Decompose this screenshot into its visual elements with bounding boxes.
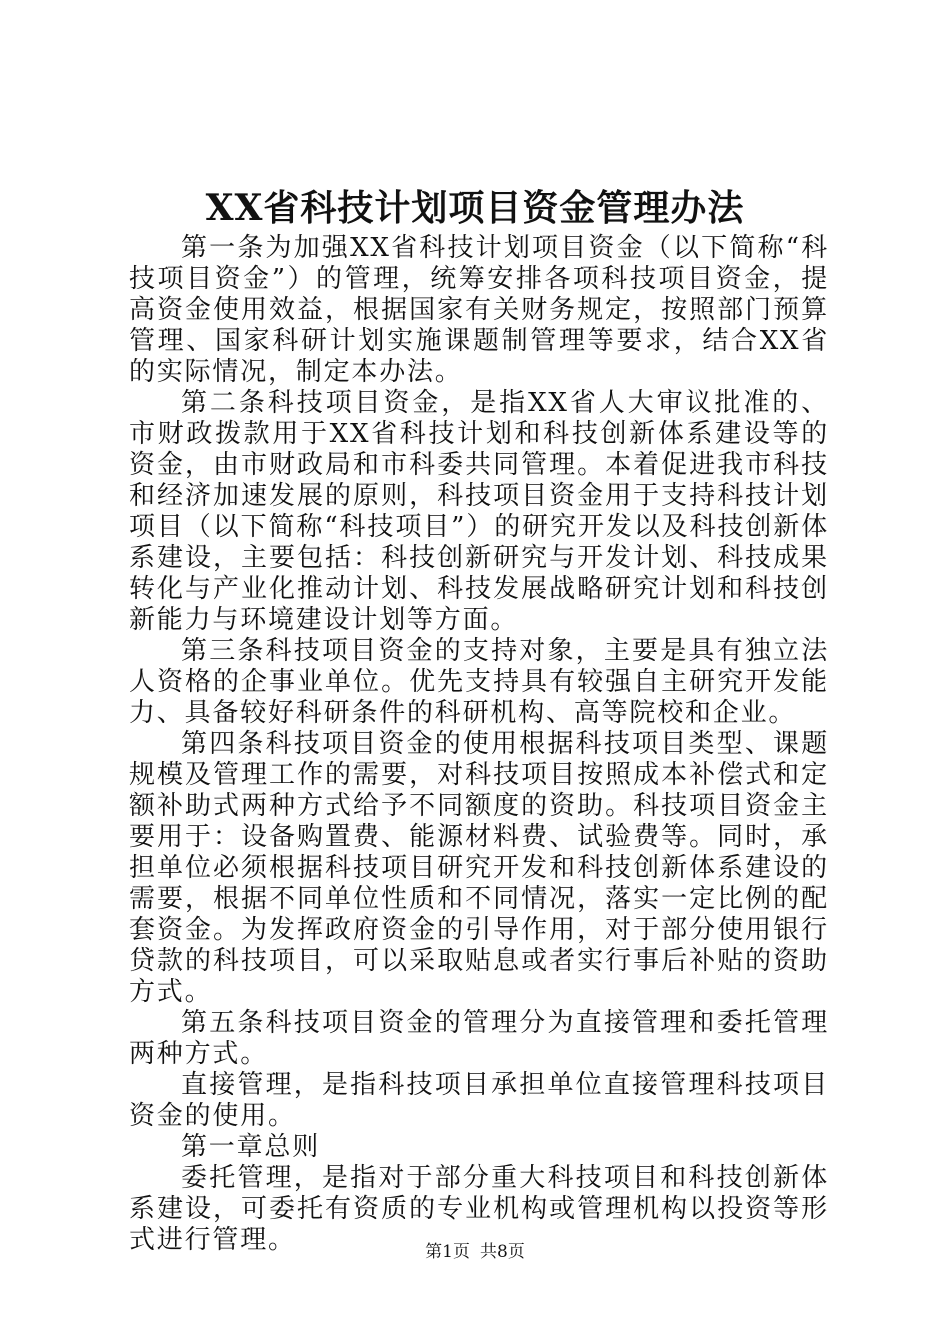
entrusted-management-paragraph: 委托管理，是指对于部分重大科技项目和科技创新体系建设，可委托有资质的专业机构或管理机构以投资等形式进行管理。 — [129, 1163, 829, 1255]
page-total: 共8页 — [480, 1242, 525, 1262]
page-footer — [0, 1240, 950, 1264]
article-5-paragraph: 第五条科技项目资金的管理分为直接管理和委托管理两种方式。 — [129, 1008, 829, 1069]
document-title: XX省科技计划项目资金管理办法 — [205, 187, 745, 229]
article-3-paragraph: 第三条科技项目资金的支持对象，主要是具有独立法人资格的企事业单位。优先支持具有较强自主研究开发能力、具备较好科研条件的科研机构、高等院校和企业。 — [129, 636, 829, 728]
document-body — [129, 233, 829, 1256]
article-1-paragraph: 第一条为加强XX省科技计划项目资金（以下简称“科技项目资金”）的管理，统筹安排各项科技项目资金，提高资金使用效益，根据国家有关财务规定，按照部门预算管理、国家科研计划实施课题制管理等要求，结合XX省的实际情况，制定本办法。 — [129, 233, 829, 387]
article-4-paragraph: 第四条科技项目资金的使用根据科技项目类型、课题规模及管理工作的需要，对科技项目按照成本补偿式和定额补助式两种方式给予不同额度的资助。科技项目资金主要用于：设备购置费、能源材料费、试验费等。同时，承担单位必须根据科技项目研究开发和科技创新体系建设的需要，根据不同单位性质和不同情况，落实一定比例的配套资金。为发挥政府资金的引导作用，对于部分使用银行贷款的科技项目，可以采取贴息或者实行事后补贴的资助方式。 — [129, 729, 829, 1007]
article-2-paragraph: 第二条科技项目资金，是指XX省人大审议批准的、市财政拨款用于XX省科技计划和科技创新体系建设等的资金，由市财政局和市科委共同管理。本着促进我市科技和经济加速发展的原则，科技项目资金用于支持科技计划项目（以下简称“科技项目”）的研究开发以及科技创新体系建设，主要包括：科技创新研究与开发计划、科技成果转化与产业化推动计划、科技发展战略研究计划和科技创新能力与环境建设计划等方面。 — [129, 388, 829, 635]
direct-management-paragraph: 直接管理，是指科技项目承担单位直接管理科技项目资金的使用。 — [129, 1070, 829, 1131]
page-number: 第1页 — [425, 1242, 470, 1262]
chapter-heading: 第一章总则 — [181, 1132, 321, 1162]
